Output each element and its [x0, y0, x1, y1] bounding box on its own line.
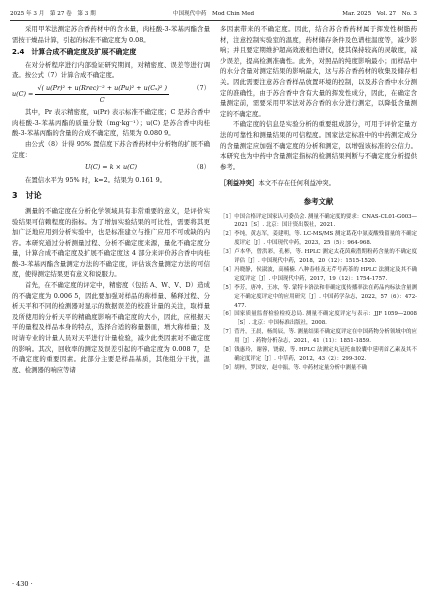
reference-list: [220, 213, 417, 373]
reference-item: [220, 346, 417, 364]
reference-text: 中国合格评定国家认可委员会. 测量不确定度的要求：CNAS-CL01-G003—2021［S］. 北京：国计资出版社，2021.: [234, 213, 417, 229]
reference-number: ［2］: [220, 231, 235, 238]
paragraph: 由公式（8）计得 95% 置信度下苏合香药材中分析物的扩展不确定度：: [12, 139, 210, 159]
equation-radical: √( u(Pr)² + u(Rrec)⁻² + u(Pu)² + u(Cₓ)² ): [35, 83, 169, 95]
reference-text: 冯晓静，侯淑波，高楠楠. 八种春桂及无芹号药茶的 HPLC 法测定及其不确定度评定［J］. 中国现代中药，2017，19（12）：1754-1757.: [234, 266, 417, 282]
reference-text: 李芳，唐冲，王冰，等. 蒙特卡洛法和非确定度传播率法在药品内标法含量测定不确定度评定中的应用研究［J］. 中国药学杂志，2022，57（6）：472-477.: [234, 284, 417, 309]
header-issue: 2025 年 3 月 第 27 卷 第 3 期: [10, 11, 96, 17]
equation-coefficient: C: [99, 95, 105, 104]
reference-text: 国家质量监督检验检疫总局. 测量不确定度评定与表示：JJF 1059—2008［S］. 北京：中国标准出版社，2008.: [234, 311, 417, 327]
conflict-statement: [220, 178, 417, 189]
equation-body: U(C) = k × u(C): [85, 163, 137, 172]
equation-number: （7）: [193, 83, 210, 92]
paragraph: 在对分析程序进行内部验证研究期间，对精密度、误差等进行调查。按公式（7）计算合成不确定度。: [12, 60, 210, 80]
header-journal: 中国现代中药 Mod Chin Med: [172, 11, 255, 17]
references-title: 参考文献: [303, 196, 334, 206]
reference-item: [220, 266, 417, 284]
paragraph: 多因素带来的不确定度。因此，结合苏合香药材属于挥发性树脂药材，注意控制实验室的温度，药材储存条件及色谱柱温度等，减少影响；并且要定期维护超高效液相色谱仪，使其保持较高的灵敏度，减少误差，提高检测准确性。此外，对照品的纯度影响最小；而样品中的水分含量对测定结果的影响最大，这与苏合香药材的收集及储存相关。因此需要注意苏合香样品放置环境的控制，以及苏合香中水分测定的准确性，由于苏合香中含有大量的挥发性成分，因此，在确定含量测定前，需要采用甲苯法对苏合香的水分进行测定，以降低含量测定的不确定度。: [220, 25, 417, 118]
reference-number: ［3］: [220, 249, 235, 256]
reference-item: [220, 230, 417, 248]
equation-number: （8）: [193, 163, 210, 172]
reference-item: [220, 364, 417, 373]
reference-number: ［6］: [220, 311, 235, 318]
left-column: [12, 24, 210, 576]
equation-lhs: u(C) =: [12, 90, 34, 99]
reference-number: ［9］: [220, 364, 235, 371]
reference-number: ［7］: [220, 329, 235, 336]
header-issue-en: Mar. 2025 Vol. 27 No. 3: [342, 11, 417, 17]
equation-fraction: [35, 83, 169, 105]
section-heading-2-4: 2.4 计算合成不确定度及扩展不确定度: [12, 48, 137, 57]
section-heading-3: 3 讨论: [12, 191, 42, 201]
reference-number: ［5］: [220, 284, 235, 291]
reference-text: 胡梓，罗国安，赵中振，等. 中药材定量分析中测量不确: [234, 364, 368, 371]
conflict-text: 本文不存在任何利益冲突。: [258, 179, 336, 188]
paragraph: 首先，在不确定度的评定中，精密度（包括 A、W、V、D）造成的不确定度为 0.006 5，因此要加强对样品的称样量、稀释过程、分析天平和不同的检测器对显示的数据误差的校准计量的关注，取样量及所使用的分析天平的精确度影响不确定度的大小，因此，应根据天平的量程及样品本身的特点，选择合适的称量器皿，增大称样量；及时请专业的计量人员对天平进行计量检验，减少此类因素对不确定度的影响。其次，回收率的测定及误差引起的不确定度为 0.008 7，是不确定度的重要因素。此部分主要是样品基质，其他组分干扰，温度、检测器的响应等诸: [12, 281, 210, 374]
paragraph: 在置信水平为 95% 时，k=2。结果为 0.161 9。: [25, 175, 167, 184]
conflict-label: ［利益冲突］: [220, 179, 259, 188]
reference-number: ［8］: [220, 347, 235, 354]
reference-item: [220, 284, 417, 311]
reference-item: [220, 213, 417, 231]
paragraph: 测量的不确定度在分析化学领域具有非常重要的意义，是评价实验结果可信赖程度的指标。为了增加实验结果的可比性，需要将其更加广泛地应用到分析实验中，也是标准建立与推广应用不可或缺的内容。本研究通过分析测量过程、分析不确定度来源，量化不确定度分量，计算合成不确定度及扩展不确定度这 4 部分来评价苏合香中肉桂酸-3-苯基丙酯含量测定方法的不确定度，评估该含量测定方法的可信度，使得测定结果更有意义和说服力。: [12, 206, 210, 279]
reference-number: ［4］: [220, 266, 235, 273]
right-column: [220, 24, 417, 576]
page-number: · 430 ·: [12, 580, 33, 588]
reference-text: 李纯，黄志军，姜建明，等. LC-MS/MS 测定葛花中氨麦酸残留量的不确定度评定［J］. 中国现代中药，2023，25（5）：964-968.: [234, 231, 417, 247]
equation-8: [12, 162, 210, 173]
reference-text: 卢本华，曾洪彩，孔彬，等. HPLC 测定太花茵蕨潜期粉药含量的不确定度评估［J］. 中国现代中药，2018，20（12）：1515-1520.: [234, 249, 417, 265]
reference-item: [220, 310, 417, 328]
paragraph: 不确定度的信息是实验分析的重要组成部分，可用于评价定量方法的可靠性和测量结果的可信程度。国家法定标准中的中药测定成分的含量测定应加强不确定度的分析和测定，以增强该标准的公信力。本研究也为中药中含量测定指标的检测结果判断与不确定度分析提供参考。: [220, 120, 417, 171]
reference-text: 钱惠玲，谢蓉，饶毅，等. HPLC 法测定丸冠托血胶囊中延明首乙素及其不确定度评定［J］. 中草药，2012，43（2）：299-302.: [234, 347, 417, 362]
running-header: [10, 8, 417, 21]
paragraph: 其中，Pr 表示精密度，u(Pr) 表示标准不确定度；C 是苏合香中肉桂酸-3-苯基丙酯的质量分数（mg·kg⁻¹）；u(C) 是苏合香中肉桂酸-3-苯基丙酯的含量的合成不确定度，结果为 0.080 9。: [12, 108, 210, 138]
reference-item: [220, 248, 417, 266]
equation-7: [12, 83, 210, 105]
reference-item: [220, 328, 417, 346]
reference-number: ［1］: [220, 213, 235, 220]
reference-text: 菅丹，王晨，杨尚辰，等. 测量结果不确定度评定在中国药物分析领域中的应用［J］. 药物分析杂志，2021，41（11）：1851-1859.: [234, 329, 417, 345]
paragraph: 采用甲苯法测定苏合香药材中的含水量，肉桂酸-3-苯基丙酯含量需按干燥品计算，引起的标准不确定度为 0.08。: [12, 25, 210, 44]
